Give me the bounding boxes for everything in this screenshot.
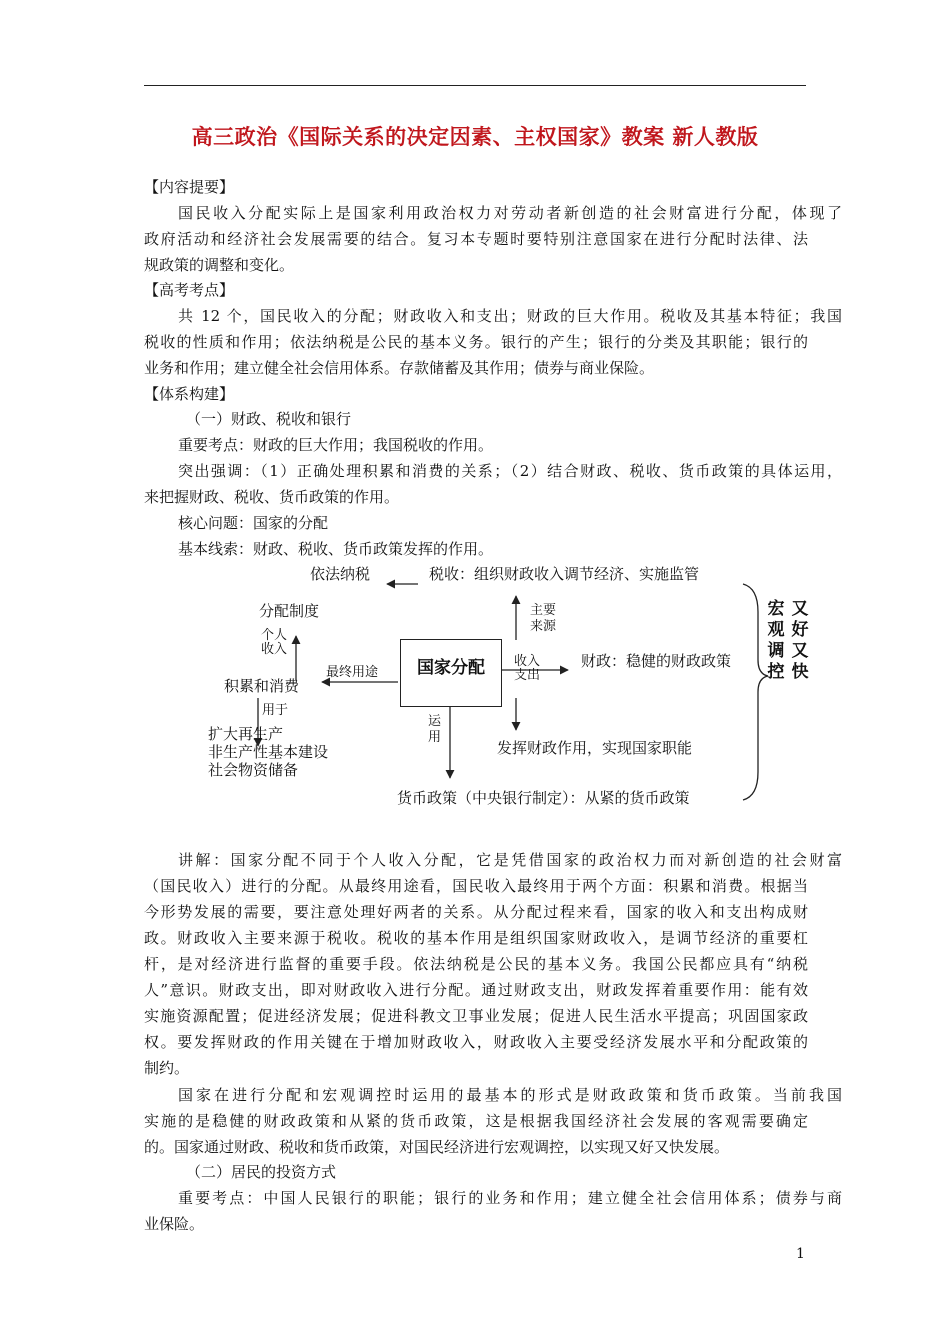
social-reserve-label: 社会物资储备 bbox=[208, 761, 299, 779]
expand-production-label: 扩大再生产 bbox=[208, 725, 284, 743]
income-label: 收入 bbox=[514, 654, 541, 669]
exam-points-heading: 【高考考点】 bbox=[144, 281, 235, 299]
vertical-char: 观 bbox=[767, 620, 785, 640]
page-title: 高三政治《国际关系的决定因素、主权国家》教案 新人教版 bbox=[191, 125, 759, 149]
distribution-system-label: 分配制度 bbox=[259, 602, 320, 620]
center-label: 国家分配 bbox=[417, 658, 485, 678]
part2-heading: （二）居民的投资方式 bbox=[186, 1163, 337, 1181]
vertical-char: 控 bbox=[767, 662, 785, 682]
paragraph-line: 制约。 bbox=[144, 1059, 190, 1077]
content-summary-heading: 【内容提要】 bbox=[144, 178, 235, 196]
good-fast-column bbox=[790, 599, 810, 683]
vertical-char: 又 bbox=[791, 599, 809, 619]
paragraph-line: 业务和作用；建立健全社会信用体系。存款储蓄及其作用；债券与商业保险。 bbox=[144, 359, 655, 377]
part1-clue: 基本线索：财政、税收、货币政策发挥的作用。 bbox=[178, 540, 494, 558]
paragraph-line: 讲解：国家分配不同于个人收入分配，它是凭借国家的政治权力而对新创造的社会财富 bbox=[178, 851, 842, 869]
paragraph-line: 重要考点：中国人民银行的职能；银行的业务和作用；建立健全社会信用体系；债券与商 bbox=[178, 1189, 842, 1207]
paragraph-line: 政府活动和经济社会发展需要的结合。复习本专题时要特别注意国家在进行分配时法律、法 bbox=[144, 230, 808, 248]
personal-income-label: 收入 bbox=[261, 642, 288, 657]
part1-heading: （一）财政、税收和银行 bbox=[186, 410, 352, 428]
monetary-policy-label: 货币政策（中央银行制定）：从紧的货币政策 bbox=[397, 789, 690, 807]
final-use-label: 最终用途 bbox=[326, 665, 379, 680]
system-heading: 【体系构建】 bbox=[144, 385, 235, 403]
tax-law-label: 依法纳税 bbox=[310, 565, 371, 583]
paragraph-line: 权。要发挥财政的作用关键在于增加财政收入，财政收入主要受经济发展水平和分配政策的 bbox=[144, 1033, 808, 1051]
vertical-char: 调 bbox=[767, 641, 785, 661]
paragraph-line: 突出强调：（1）正确处理积累和消费的关系；（2）结合财政、税收、货币政策的具体运用， bbox=[178, 462, 842, 480]
macro-control-column bbox=[766, 599, 786, 683]
paragraph-line: 来把握财政、税收、货币政策的作用。 bbox=[144, 488, 400, 506]
paragraph-line: 共 12 个，国民收入的分配；财政收入和支出；财政的巨大作用。税收及其基本特征；我国 bbox=[178, 307, 842, 325]
vertical-char: 宏 bbox=[767, 599, 785, 619]
main-source-label: 来源 bbox=[530, 619, 557, 634]
paragraph-line: 杆，是对经济进行监督的重要手段。依法纳税是公民的基本义务。我国公民都应具有“纳税 bbox=[144, 955, 808, 973]
personal-income-label: 个人 bbox=[261, 628, 288, 643]
part1-core: 核心问题：国家的分配 bbox=[178, 514, 329, 532]
paragraph-line: （国民收入）进行的分配。从最终用途看，国民收入最终用于两个方面：积累和消费。根据当 bbox=[144, 877, 808, 895]
main-source-label: 主要 bbox=[530, 603, 557, 618]
nonproductive-construction-label: 非生产性基本建设 bbox=[208, 743, 329, 761]
part1-key-points: 重要考点：财政的巨大作用；我国税收的作用。 bbox=[178, 436, 494, 454]
play-role-label: 发挥财政作用，实现国家职能 bbox=[497, 739, 693, 757]
vertical-char: 快 bbox=[791, 662, 809, 682]
finance-label: 财政：稳健的财政政策 bbox=[581, 652, 732, 670]
expense-label: 支出 bbox=[514, 668, 541, 683]
apply-label: 运 bbox=[428, 714, 442, 729]
vertical-char: 又 bbox=[791, 641, 809, 661]
paragraph-line: 实施的是稳健的财政政策和从紧的货币政策，这是根据我国经济社会发展的客观需要确定 bbox=[144, 1112, 808, 1130]
apply-label: 用 bbox=[428, 730, 442, 745]
paragraph-line: 税收的性质和作用；依法纳税是公民的基本义务。银行的产生；银行的分类及其职能；银行的 bbox=[144, 333, 808, 351]
paragraph-line: 国民收入分配实际上是国家利用政治权力对劳动者新创造的社会财富进行分配，体现了 bbox=[178, 204, 842, 222]
paragraph-line: 业保险。 bbox=[144, 1215, 205, 1233]
tax-label: 税收：组织财政收入调节经济、实施监管 bbox=[429, 565, 700, 583]
paragraph-line: 政。财政收入主要来源于税收。税收的基本作用是组织国家财政收入，是调节经济的重要杠 bbox=[144, 929, 808, 947]
paragraph-line: 的。国家通过财政、税收和货币政策，对国民经济进行宏观调控，以实现又好又快发展。 bbox=[144, 1138, 730, 1156]
accumulation-consumption-label: 积累和消费 bbox=[224, 677, 300, 695]
paragraph-line: 规政策的调整和变化。 bbox=[144, 256, 295, 274]
paragraph-line: 今形势发展的需要，要注意处理好两者的关系。从分配过程来看，国家的收入和支出构成财 bbox=[144, 903, 808, 921]
paragraph-line: 国家在进行分配和宏观调控时运用的最基本的形式是财政政策和货币政策。当前我国 bbox=[178, 1086, 842, 1104]
brace-shape bbox=[743, 584, 768, 800]
center-box bbox=[400, 639, 502, 707]
paragraph-line: 实施资源配置；促进经济发展；促进科教文卫事业发展；促进人民生活水平提高；巩固国家政 bbox=[144, 1007, 808, 1025]
vertical-char: 好 bbox=[791, 620, 809, 640]
page-number: 1 bbox=[796, 1246, 805, 1262]
paragraph-line: 人”意识。财政支出，即对财政收入进行分配。通过财政支出，财政发挥着重要作用：能有效 bbox=[144, 981, 808, 999]
used-for-label: 用于 bbox=[262, 703, 289, 718]
